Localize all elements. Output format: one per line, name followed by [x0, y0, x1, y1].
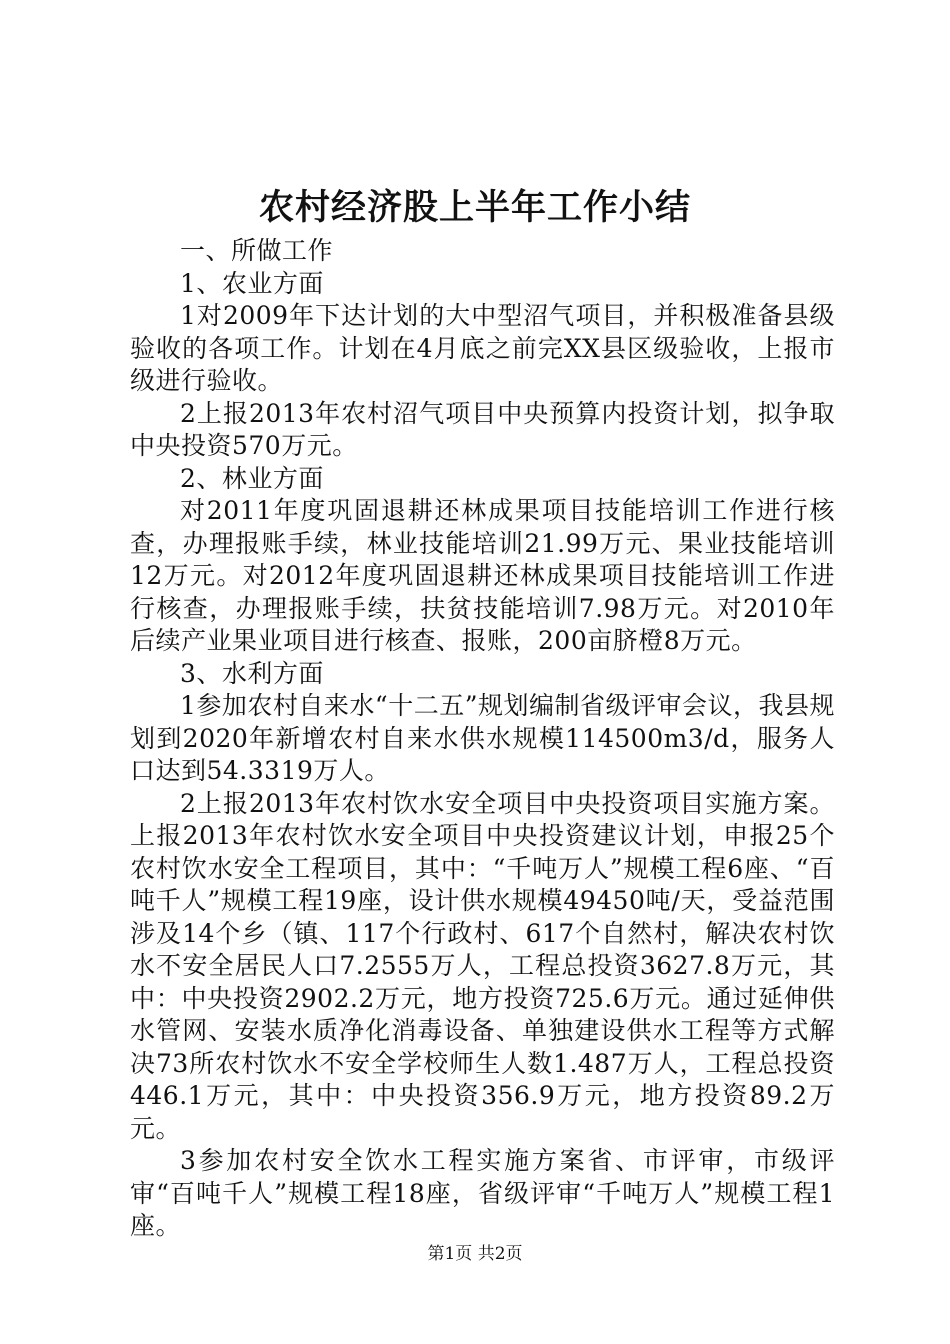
body-paragraph: 2上报2013年农村饮水安全项目中央投资项目实施方案。上报2013年农村饮水安全项目中央投资建议计划，申报25个农村饮水安全工程项目，其中：“千吨万人”规模工程6座、“百吨千人”规模工程19座，设计供水规模49450吨/天，受益范围涉及14个乡（镇、117个行政村、617个自然村，解决农村饮水不安全居民人口7.2555万人，工程总投资3627.8万元，其中：中央投资2902.2万元，地方投资725.6万元。通过延伸供水管网、安装水质净化消毒设备、单独建设供水工程等方式解决73所农村饮水不安全学校师生人数1.487万人，工程总投资446.1万元，其中：中央投资356.9万元，地方投资89.2万元。: [130, 788, 835, 1143]
body-paragraph: 对2011年度巩固退耕还林成果项目技能培训工作进行核查，办理报账手续，林业技能培训21.99万元、果业技能培训12万元。对2012年度巩固退耕还林成果项目技能培训工作进行核查，办理报账手续，扶贫技能培训7.98万元。对2010年后续产业果业项目进行核查、报账，200亩脐橙8万元。: [130, 496, 835, 655]
section-heading: 一、所做工作: [180, 236, 334, 265]
body-paragraph: 2上报2013年农村沼气项目中央预算内投资计划，拟争取中央投资570万元。: [130, 398, 835, 460]
subsection-heading: 1、农业方面: [180, 268, 324, 298]
subsection-heading: 3、水利方面: [180, 658, 324, 688]
page-number: 第1页 共2页: [427, 1244, 523, 1264]
body-paragraph: 1对2009年下达计划的大中型沼气项目，并积极准备县级验收的各项工作。计划在4月底之前完XX县区级验收，上报市级进行验收。: [130, 301, 835, 395]
document-body: [130, 235, 835, 1243]
document-title: 农村经济股上半年工作小结: [258, 187, 691, 228]
subsection-heading: 2、林业方面: [180, 463, 324, 493]
body-paragraph: 1参加农村自来水“十二五”规划编制省级评审会议，我县规划到2020年新增农村自来水供水规模114500m3/d，服务人口达到54.3319万人。: [130, 691, 835, 785]
page-footer: [0, 1240, 950, 1268]
body-paragraph: 3参加农村安全饮水工程实施方案省、市评审，市级评审“百吨千人”规模工程18座，省级评审“千吨万人”规模工程1座。: [130, 1146, 835, 1240]
